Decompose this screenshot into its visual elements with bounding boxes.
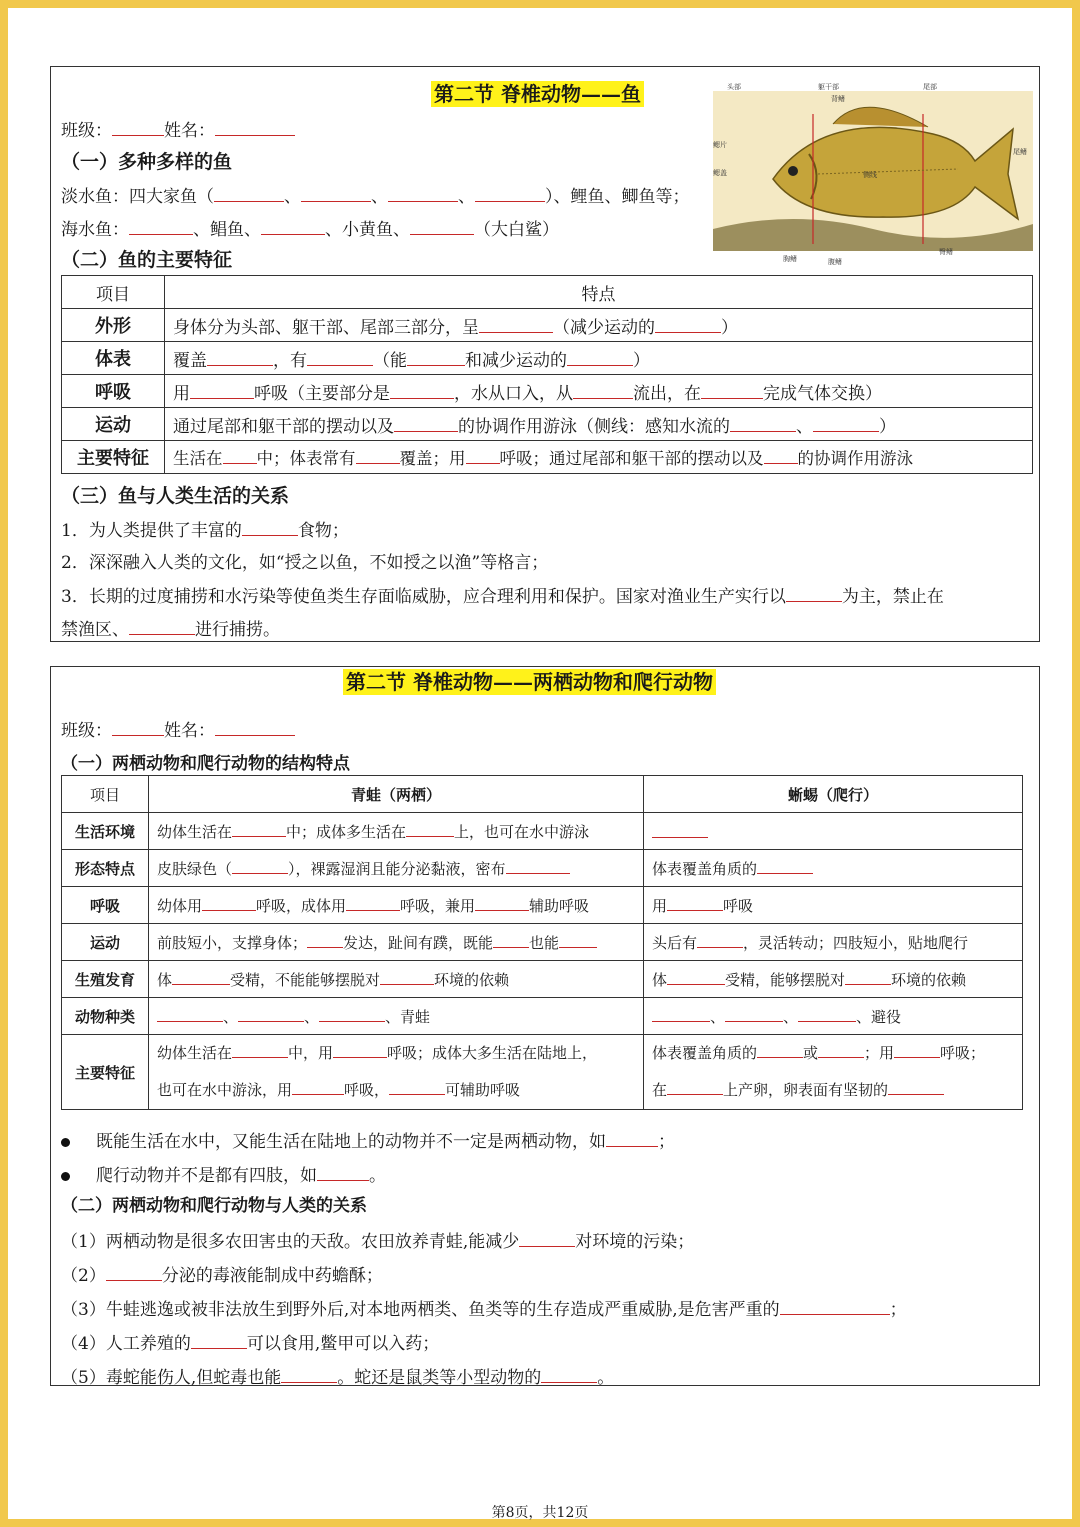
relation-item-1: （1）两栖动物是很多农田害虫的天敌。农田放养青蛙,能减少 对环境的污染； [61, 1232, 695, 1252]
fill-in-blank[interactable] [301, 185, 371, 202]
fill-in-blank[interactable] [701, 382, 763, 399]
fill-in-blank[interactable] [506, 857, 570, 874]
relation-3-cont: 禁渔区、 进行捕捞。 [61, 620, 280, 640]
fill-in-blank[interactable] [567, 349, 633, 366]
fill-in-blank[interactable] [479, 316, 553, 333]
fill-in-blank[interactable] [238, 1005, 304, 1022]
fill-in-blank[interactable] [493, 931, 529, 948]
fill-in-blank[interactable] [652, 821, 708, 838]
relation-item-2: （2） 分泌的毒液能制成中药蟾酥； [61, 1266, 383, 1286]
fill-in-blank[interactable] [573, 382, 633, 399]
table-row: 呼吸 用 呼吸（主要部分是 ，水从口入，从 流出，在 完成气体交换） [62, 375, 1033, 408]
fill-in-blank[interactable] [207, 349, 273, 366]
relation-item-4: （4）人工养殖的 可以食用,鳖甲可以入药； [61, 1334, 440, 1354]
fill-in-blank[interactable] [307, 349, 373, 366]
fill-in-blank[interactable] [725, 1005, 783, 1022]
fill-in-blank[interactable] [780, 1298, 890, 1315]
fish-section-title: 第二节 脊椎动物——鱼 [431, 81, 644, 107]
fill-in-blank[interactable] [281, 1366, 337, 1383]
fill-in-blank[interactable] [407, 349, 465, 366]
student-info-line-2: 班级： 姓名： [61, 719, 295, 742]
heading-1: （一）多种多样的鱼 [61, 151, 233, 173]
table-row: 运动 通过尾部和躯干部的摆动以及 的协调作用游泳（侧线：感知水流的 、 ） [62, 408, 1033, 441]
amphibian-section [50, 666, 1040, 1386]
table-row: 项目 特点 [62, 276, 1033, 309]
fill-in-blank[interactable] [475, 185, 545, 202]
relation-item-3: （3）牛蛙逃逸或被非法放生到野外后,对本地两栖类、鱼类等的生存造成严重威胁,是危害严重的 ； [61, 1300, 907, 1320]
fill-in-blank[interactable] [390, 382, 454, 399]
fill-in-blank[interactable] [214, 185, 284, 202]
fill-in-blank[interactable] [172, 968, 230, 985]
label-dorsal-fin: 背鳍 [831, 95, 845, 103]
fill-in-blank[interactable] [697, 931, 743, 948]
table-row: 主要特征 幼体生活在 中，用 呼吸；成体大多生活在陆地上， 也可在水中游泳，用 呼吸， 可辅助呼吸 体表覆盖角质的 或 ；用 呼吸； 在 上产卵，卵表面有坚韧的 [62, 1035, 1023, 1110]
fill-in-blank[interactable] [261, 218, 325, 235]
fill-in-blank[interactable] [818, 1041, 864, 1058]
fill-in-blank[interactable] [519, 1230, 575, 1247]
fill-in-blank[interactable] [380, 968, 434, 985]
fill-in-blank[interactable] [388, 185, 458, 202]
fill-in-blank[interactable] [242, 519, 298, 536]
fill-in-blank[interactable] [319, 1005, 385, 1022]
table-row: 生活环境 幼体生活在 中；成体多生活在 上，也可在水中游泳 [62, 813, 1023, 850]
label-trunk: 躯干部 [818, 83, 839, 91]
amphibian-section-title: 第二节 脊椎动物——两栖动物和爬行动物 [343, 669, 716, 695]
name-blank[interactable] [215, 119, 295, 136]
fish-features-table [61, 275, 1033, 474]
table-row: 体表 覆盖 ，有 （能 和减少运动的 ） [62, 342, 1033, 375]
fish-anatomy-image [713, 79, 1033, 269]
bullet-2: 爬行动物并不是都有四肢，如 。 [61, 1161, 386, 1186]
worksheet-page [8, 8, 1072, 1519]
fill-in-blank[interactable] [394, 415, 458, 432]
fill-in-blank[interactable] [232, 1041, 288, 1058]
fill-in-blank[interactable] [129, 618, 195, 635]
label-tail-fin: 尾鳍 [1013, 148, 1027, 156]
fill-in-blank[interactable] [845, 968, 891, 985]
page-footer: 第8页，共12页 [491, 1505, 589, 1521]
fill-in-blank[interactable] [190, 382, 254, 399]
fill-in-blank[interactable] [559, 931, 597, 948]
fill-in-blank[interactable] [317, 1164, 369, 1181]
table-row: 动物种类 、 、 、青蛙 、 、 、避役 [62, 998, 1023, 1035]
structure-comparison-table [61, 775, 1023, 1110]
label-tail: 尾部 [923, 83, 937, 91]
relation-item-5: （5）毒蛇能伤人,但蛇毒也能 。蛇还是鼠类等小型动物的 。 [61, 1368, 615, 1388]
fill-in-blank[interactable] [106, 1264, 162, 1281]
fill-in-blank[interactable] [606, 1130, 658, 1147]
student-info-line: 班级： 姓名： [61, 119, 295, 142]
fill-in-blank[interactable] [466, 447, 500, 464]
table-row: 项目 青蛙（两栖） 蜥蜴（爬行） [62, 776, 1023, 813]
bullet-1: 既能生活在水中，又能生活在陆地上的动物并不一定是两栖动物，如 ； [61, 1127, 675, 1152]
fill-in-blank[interactable] [223, 447, 257, 464]
label-gill: 鳃片 [713, 141, 727, 149]
fill-in-blank[interactable] [888, 1078, 944, 1095]
fill-in-blank[interactable] [667, 1078, 723, 1095]
table-row: 运动 前肢短小，支撑身体； 发达，趾间有蹼，既能 也能 头后有 ，灵活转动；四肢短小，贴地爬行 [62, 924, 1023, 961]
heading-3: （三）鱼与人类生活的关系 [61, 485, 290, 507]
fish-section [50, 66, 1040, 642]
table-row: 呼吸 幼体用 呼吸，成体用 呼吸，兼用 辅助呼吸 用 呼吸 [62, 887, 1023, 924]
heading-2: （二）鱼的主要特征 [61, 249, 233, 271]
table-row: 生殖发育 体 受精，不能能够摆脱对 环境的依赖 体 受精，能够摆脱对 环境的依赖 [62, 961, 1023, 998]
fill-in-blank[interactable] [786, 585, 842, 602]
fill-in-blank[interactable] [346, 894, 400, 911]
fill-in-blank[interactable] [541, 1366, 597, 1383]
amphibian-heading-2: （二）两栖动物和爬行动物与人类的关系 [61, 1196, 367, 1216]
relation-3: 3．长期的过度捕捞和水污染等使鱼类生存面临威胁，应合理利用和保护。国家对渔业生产实行以 为主，禁止在 [61, 587, 944, 607]
fill-in-blank[interactable] [475, 894, 529, 911]
fill-in-blank[interactable] [307, 931, 343, 948]
label-head: 头部 [727, 83, 741, 91]
label-pelvic-fin: 腹鳍 [828, 258, 842, 266]
fill-in-blank[interactable] [215, 719, 295, 736]
label-pectoral-fin: 胸鳍 [783, 255, 797, 263]
fill-in-blank[interactable] [798, 1005, 856, 1022]
fill-in-blank[interactable] [813, 415, 879, 432]
amphibian-heading-1: （一）两栖动物和爬行动物的结构特点 [61, 754, 350, 774]
fill-in-blank[interactable] [406, 820, 454, 837]
fill-in-blank[interactable] [667, 968, 725, 985]
table-row: 外形 身体分为头部、躯干部、尾部三部分，呈 （减少运动的 ） [62, 309, 1033, 342]
fill-in-blank[interactable] [112, 719, 164, 736]
seawater-line: 海水鱼： 、鲳鱼、 、小黄鱼、 （大白鲨） [61, 220, 559, 240]
fill-in-blank[interactable] [667, 894, 723, 911]
fill-in-blank[interactable] [652, 1005, 710, 1022]
fill-in-blank[interactable] [389, 1078, 445, 1095]
fill-in-blank[interactable] [757, 857, 813, 874]
fill-in-blank[interactable] [202, 894, 256, 911]
table-row: 主要特征 生活在 中；体表常有 覆盖；用 呼吸；通过尾部和躯干部的摆动以及 的协调作用游泳 [62, 441, 1033, 474]
fill-in-blank[interactable] [191, 1332, 247, 1349]
label-lateral-line: 侧线 [863, 171, 877, 179]
fill-in-blank[interactable] [655, 316, 721, 333]
fill-in-blank[interactable] [129, 218, 193, 235]
fill-in-blank[interactable] [894, 1041, 940, 1058]
label-gill-cover: 鳃盖 [713, 169, 727, 177]
relation-2: 2．深深融入人类的文化，如“授之以鱼，不如授之以渔”等格言； [61, 553, 549, 573]
table-row: 形态特点 皮肤绿色（ ），裸露湿润且能分泌黏液，密布 体表覆盖角质的 [62, 850, 1023, 887]
fill-in-blank[interactable] [410, 218, 474, 235]
freshwater-line: 淡水鱼：四大家鱼（ 、 、 、 ）、鲤鱼、鲫鱼等； [61, 187, 690, 207]
fill-in-blank[interactable] [232, 820, 286, 837]
fill-in-blank[interactable] [292, 1078, 344, 1095]
fill-in-blank[interactable] [333, 1041, 387, 1058]
label-anal-fin: 臀鳍 [939, 248, 953, 256]
fill-in-blank[interactable] [757, 1041, 803, 1058]
fill-in-blank[interactable] [157, 1005, 223, 1022]
fill-in-blank[interactable] [232, 857, 288, 874]
fill-in-blank[interactable] [356, 447, 400, 464]
class-blank[interactable] [112, 119, 164, 136]
fill-in-blank[interactable] [730, 415, 796, 432]
relation-1: 1．为人类提供了丰富的 食物； [61, 521, 349, 541]
fill-in-blank[interactable] [764, 447, 798, 464]
